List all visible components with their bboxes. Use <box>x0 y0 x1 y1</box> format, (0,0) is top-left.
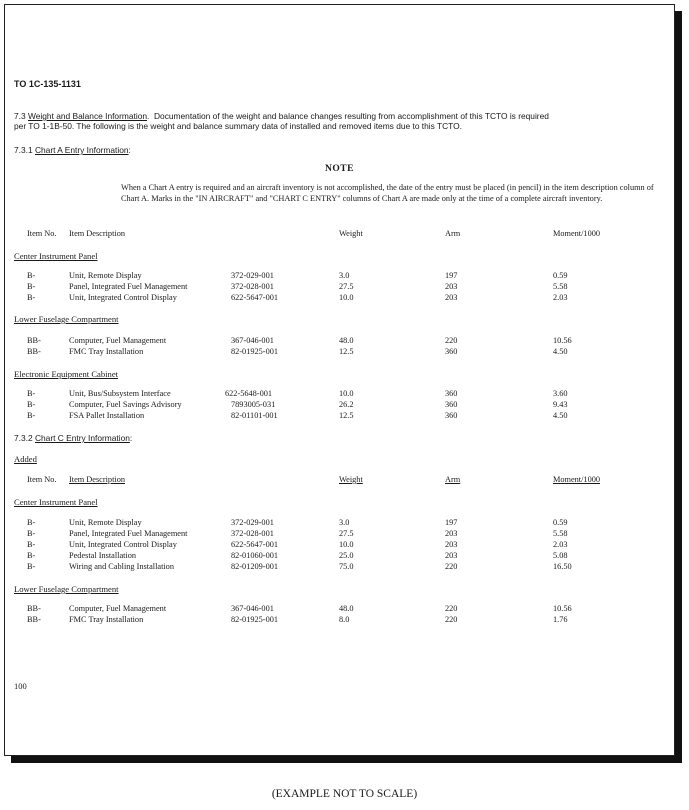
cell-item: B- <box>27 282 36 291</box>
cell-item: B- <box>27 271 36 280</box>
chart-a-section-title: Lower Fuselage Compartment <box>14 314 119 324</box>
cell-desc: FMC Tray Installation <box>69 347 144 356</box>
document-page <box>4 4 675 756</box>
cell-item: B- <box>27 389 36 398</box>
cell-item: B- <box>27 540 36 549</box>
chart-a-header-row <box>27 229 667 240</box>
table-row <box>27 551 667 562</box>
cell-weight: 10.0 <box>339 540 354 549</box>
cell-moment: 16.50 <box>553 562 572 571</box>
cell-arm: 203 <box>445 293 458 302</box>
cell-desc: Panel, Integrated Fuel Management <box>69 282 188 291</box>
cell-weight: 10.0 <box>339 293 354 302</box>
cell-weight: 27.5 <box>339 529 354 538</box>
cell-item: BB- <box>27 615 41 624</box>
cell-moment: 9.43 <box>553 400 568 409</box>
cell-desc: Pedestal Installation <box>69 551 137 560</box>
page-number: 100 <box>14 681 27 691</box>
cell-moment: 3.60 <box>553 389 568 398</box>
th-item-no: Item No. <box>27 229 57 238</box>
cell-weight: 27.5 <box>339 282 354 291</box>
cell-moment: 4.50 <box>553 347 568 356</box>
cell-weight: 48.0 <box>339 336 354 345</box>
cell-item: BB- <box>27 336 41 345</box>
cell-moment: 0.59 <box>553 271 568 280</box>
th-item-desc: Item Description <box>69 229 125 238</box>
para-7-3-2-title: Chart C Entry Information <box>34 433 130 443</box>
table-row <box>27 411 667 422</box>
cell-weight: 3.0 <box>339 518 350 527</box>
cell-item: BB- <box>27 604 41 613</box>
cell-desc: Unit, Integrated Control Display <box>69 540 177 549</box>
cell-moment: 2.03 <box>553 540 568 549</box>
cell-desc: FMC Tray Installation <box>69 615 144 624</box>
cell-part: 7893005-031 <box>231 400 276 409</box>
cell-arm: 203 <box>445 551 458 560</box>
cell-arm: 220 <box>445 562 458 571</box>
cell-part: 622-5647-001 <box>231 540 279 549</box>
cell-weight: 26.2 <box>339 400 354 409</box>
cell-part: 622-5648-001 <box>225 389 273 398</box>
para-7-3-1-title: Chart A Entry Information <box>34 145 129 155</box>
cell-item: BB- <box>27 347 41 356</box>
table-row <box>27 389 667 400</box>
cell-part: 82-01209-001 <box>231 562 279 571</box>
cell-arm: 220 <box>445 615 458 624</box>
chart-c-added-label: Added <box>14 454 37 464</box>
cell-desc: Computer, Fuel Management <box>69 604 167 613</box>
cell-moment: 10.56 <box>553 604 572 613</box>
chart-a-section-title: Electronic Equipment Cabinet <box>14 369 119 379</box>
para-7-3-1-heading: 7.3.1 Chart A Entry Information: <box>14 145 131 155</box>
table-row <box>27 518 667 529</box>
cell-arm: 203 <box>445 282 458 291</box>
cell-weight: 12.5 <box>339 347 354 356</box>
table-row <box>27 529 667 540</box>
table-row <box>27 540 667 551</box>
chart-c-header-row <box>27 475 667 486</box>
table-row <box>27 604 667 615</box>
para-7-3-text-2: per TO 1-1B-50. The following is the weight and balance summary data of installed and removed items due to this TCTO. <box>14 121 462 131</box>
cell-arm: 360 <box>445 411 458 420</box>
cell-part: 372-029-001 <box>231 271 274 280</box>
cell-item: B- <box>27 518 36 527</box>
cell-desc: Panel, Integrated Fuel Management <box>69 529 188 538</box>
cell-arm: 360 <box>445 400 458 409</box>
para-7-3-number: 7.3 <box>14 111 26 121</box>
th-arm: Arm <box>445 475 461 484</box>
cell-moment: 1.76 <box>553 615 568 624</box>
para-7-3-1-number: 7.3.1 <box>14 145 33 155</box>
cell-arm: 360 <box>445 347 458 356</box>
th-arm: Arm <box>445 229 461 238</box>
cell-part: 622-5647-001 <box>231 293 279 302</box>
chart-a-section-title: Center Instrument Panel <box>14 251 98 261</box>
cell-item: B- <box>27 411 36 420</box>
cell-moment: 2.03 <box>553 293 568 302</box>
chart-c-section-title: Center Instrument Panel <box>14 497 98 507</box>
table-row <box>27 615 667 626</box>
cell-part: 372-029-001 <box>231 518 274 527</box>
cell-item: B- <box>27 551 36 560</box>
cell-part: 367-046-001 <box>231 604 274 613</box>
cell-moment: 5.08 <box>553 551 568 560</box>
cell-arm: 360 <box>445 389 458 398</box>
cell-moment: 4.50 <box>553 411 568 420</box>
cell-moment: 0.59 <box>553 518 568 527</box>
para-7-3-2-number: 7.3.2 <box>14 433 33 443</box>
cell-weight: 8.0 <box>339 615 350 624</box>
para-7-3-line1: 7.3 Weight and Balance Information. Documentation of the weight and balance changes resulting from accomplishment of this TCTO is required <box>14 111 549 121</box>
cell-desc: Unit, Remote Display <box>69 271 142 280</box>
cell-arm: 203 <box>445 529 458 538</box>
para-7-3-text-1: Documentation of the weight and balance changes resulting from accomplishment of this TCTO is required <box>154 111 549 121</box>
cell-part: 367-046-001 <box>231 336 274 345</box>
cell-desc: Computer, Fuel Savings Advisory <box>69 400 182 409</box>
table-row <box>27 347 667 358</box>
cell-weight: 75.0 <box>339 562 354 571</box>
cell-part: 82-01925-001 <box>231 615 279 624</box>
table-row <box>27 336 667 347</box>
cell-desc: Computer, Fuel Management <box>69 336 167 345</box>
cell-desc: FSA Pallet Installation <box>69 411 145 420</box>
table-row <box>27 282 667 293</box>
cell-weight: 3.0 <box>339 271 350 280</box>
cell-desc: Unit, Remote Display <box>69 518 142 527</box>
th-weight: Weight <box>339 475 363 484</box>
cell-weight: 25.0 <box>339 551 354 560</box>
note-title: NOTE <box>325 164 354 174</box>
cell-desc: Unit, Bus/Subsystem Interface <box>69 389 171 398</box>
cell-arm: 197 <box>445 518 458 527</box>
table-row <box>27 271 667 282</box>
th-item-desc: Item Description <box>69 475 125 484</box>
th-moment: Moment/1000 <box>553 229 601 238</box>
table-row <box>27 293 667 304</box>
th-item-no: Item No. <box>27 475 57 484</box>
cell-part: 372-028-001 <box>231 529 274 538</box>
note-body: When a Chart A entry is required and an aircraft inventory is not accomplished, the date of the entry must be placed (in pencil) in the item description column of Chart A. Marks in the "IN AIRCRAFT" and "CHART C ENTRY" columns of Chart A are made only at the time of a complete aircraft inventory. <box>121 183 654 203</box>
cell-moment: 5.58 <box>553 529 568 538</box>
cell-item: B- <box>27 529 36 538</box>
para-7-3-title: Weight and Balance Information <box>27 111 148 121</box>
cell-item: B- <box>27 562 36 571</box>
cell-arm: 220 <box>445 604 458 613</box>
cell-moment: 10.56 <box>553 336 572 345</box>
cell-arm: 220 <box>445 336 458 345</box>
cell-part: 82-01101-001 <box>231 411 278 420</box>
th-moment: Moment/1000 <box>553 475 601 484</box>
cell-desc: Wiring and Cabling Installation <box>69 562 174 571</box>
caption: (EXAMPLE NOT TO SCALE) <box>271 788 418 800</box>
cell-part: 82-01060-001 <box>231 551 279 560</box>
chart-c-section-title: Lower Fuselage Compartment <box>14 584 119 594</box>
cell-weight: 48.0 <box>339 604 354 613</box>
cell-desc: Unit, Integrated Control Display <box>69 293 177 302</box>
cell-moment: 5.58 <box>553 282 568 291</box>
cell-part: 82-01925-001 <box>231 347 279 356</box>
cell-item: B- <box>27 400 36 409</box>
cell-arm: 203 <box>445 540 458 549</box>
page-header: TO 1C-135-1131 <box>14 79 81 89</box>
para-7-3-2-heading: 7.3.2 Chart C Entry Information: <box>14 433 133 443</box>
cell-weight: 12.5 <box>339 411 354 420</box>
cell-weight: 10.0 <box>339 389 354 398</box>
table-row <box>27 562 667 573</box>
th-weight: Weight <box>339 229 363 238</box>
table-row <box>27 400 667 411</box>
cell-item: B- <box>27 293 36 302</box>
cell-part: 372-028-001 <box>231 282 274 291</box>
cell-arm: 197 <box>445 271 458 280</box>
